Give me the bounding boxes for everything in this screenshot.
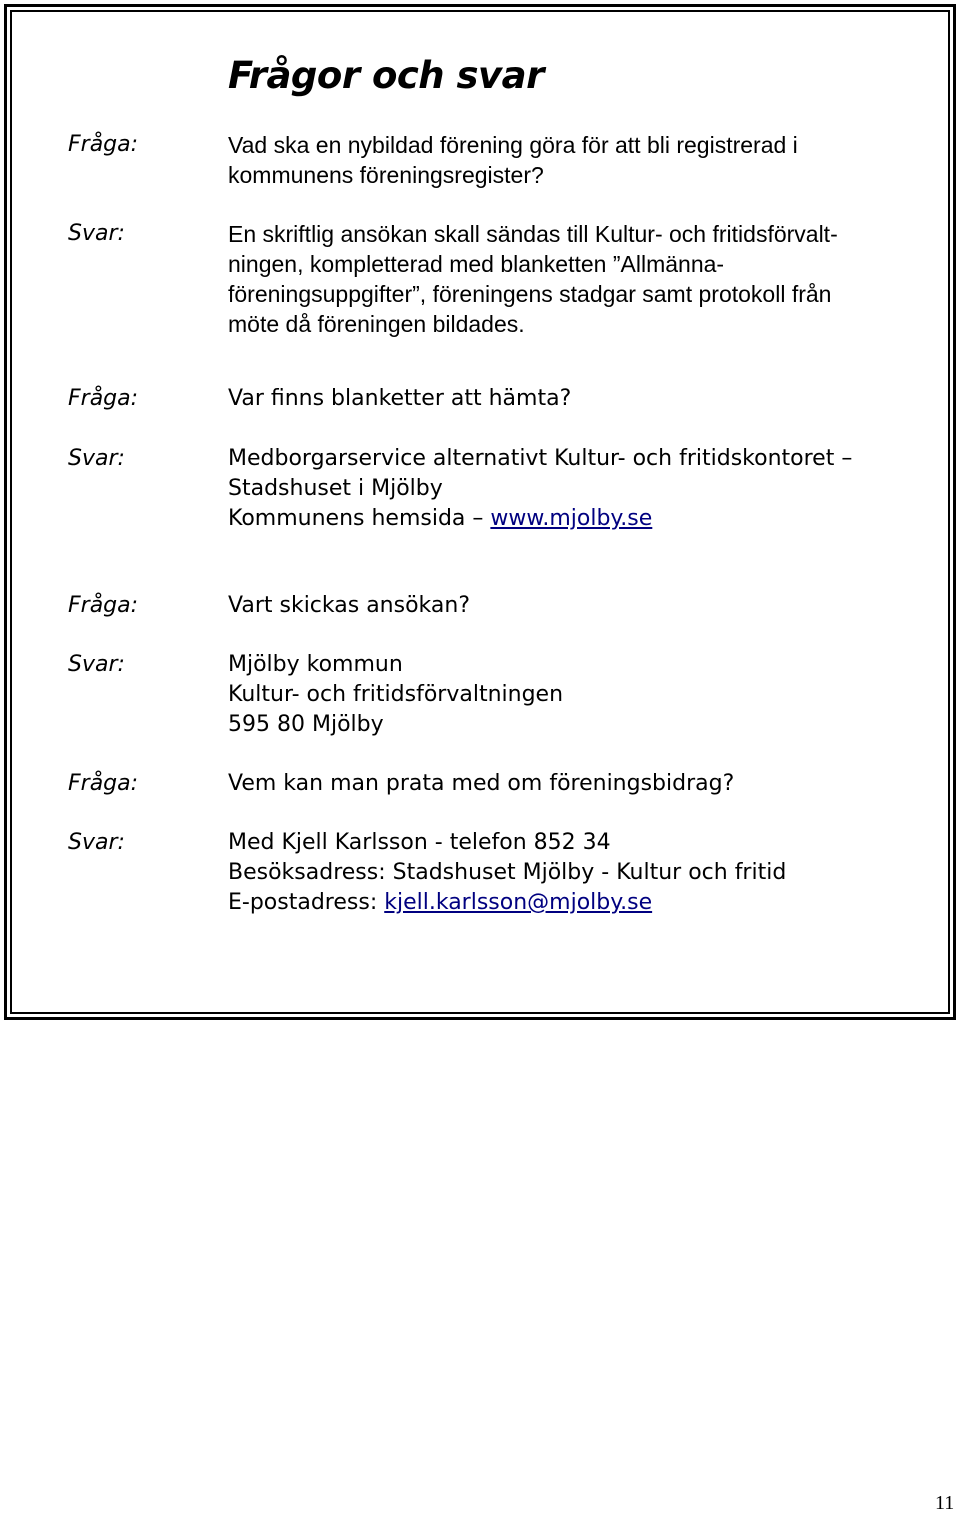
question-1-line-1: Vad ska en nybildad förening göra för att bli registrerad i (228, 132, 798, 158)
page-title: Frågor och svar (228, 54, 544, 97)
answer-2-line-3 (228, 504, 908, 534)
answer-label-1: Svar: (68, 221, 125, 246)
answer-4-line-2: Besöksadress: Stadshuset Mjölby - Kultur och fritid (228, 860, 787, 885)
answer-text-4 (228, 828, 908, 918)
answer-text-3 (228, 650, 908, 740)
website-prefix: Kommunens hemsida – (228, 506, 491, 531)
question-label-4: Fråga: (68, 771, 139, 796)
question-text-3 (228, 591, 908, 621)
question-text-1 (228, 130, 908, 190)
answer-label-3: Svar: (68, 652, 125, 677)
email-prefix: E-postadress: (228, 890, 385, 915)
answer-1-line-3: föreningsuppgifter”, föreningens stadgar samt protokoll från (228, 281, 832, 307)
answer-label-2: Svar: (68, 446, 125, 471)
question-text-2 (228, 384, 908, 414)
question-label-1: Fråga: (68, 132, 139, 157)
answer-text-1 (228, 219, 908, 339)
answer-4-line-3 (228, 888, 908, 918)
answer-3-line-1: Mjölby kommun (228, 652, 403, 677)
page-number: 11 (935, 1492, 955, 1514)
answer-1-line-4: möte då föreningen bildades. (228, 311, 525, 337)
question-1-line-2: kommunens föreningsregister? (228, 162, 544, 188)
answer-1-line-2: ningen, kompletterad med blanketten ”Allmänna- (228, 251, 725, 277)
question-label-2: Fråga: (68, 386, 139, 411)
answer-3-line-3: 595 80 Mjölby (228, 712, 384, 737)
website-link[interactable]: www.mjolby.se (490, 506, 653, 531)
answer-3-line-2: Kultur- och fritidsförvaltningen (228, 682, 564, 707)
question-3-line-1: Vart skickas ansökan? (228, 593, 470, 618)
question-label-3: Fråga: (68, 593, 139, 618)
answer-2-line-2: Stadshuset i Mjölby (228, 476, 443, 501)
question-2-line-1: Var finns blanketter att hämta? (228, 386, 572, 411)
answer-label-4: Svar: (68, 830, 125, 855)
answer-4-line-1: Med Kjell Karlsson - telefon 852 34 (228, 830, 611, 855)
answer-1-line-1: En skriftlig ansökan skall sändas till Kultur- och fritidsförvalt- (228, 221, 838, 247)
question-4-line-1: Vem kan man prata med om föreningsbidrag? (228, 771, 735, 796)
answer-2-line-1: Medborgarservice alternativt Kultur- och fritidskontoret – (228, 446, 853, 471)
answer-text-2 (228, 444, 908, 534)
question-text-4 (228, 769, 908, 799)
email-link[interactable]: kjell.karlsson@mjolby.se (384, 890, 653, 915)
